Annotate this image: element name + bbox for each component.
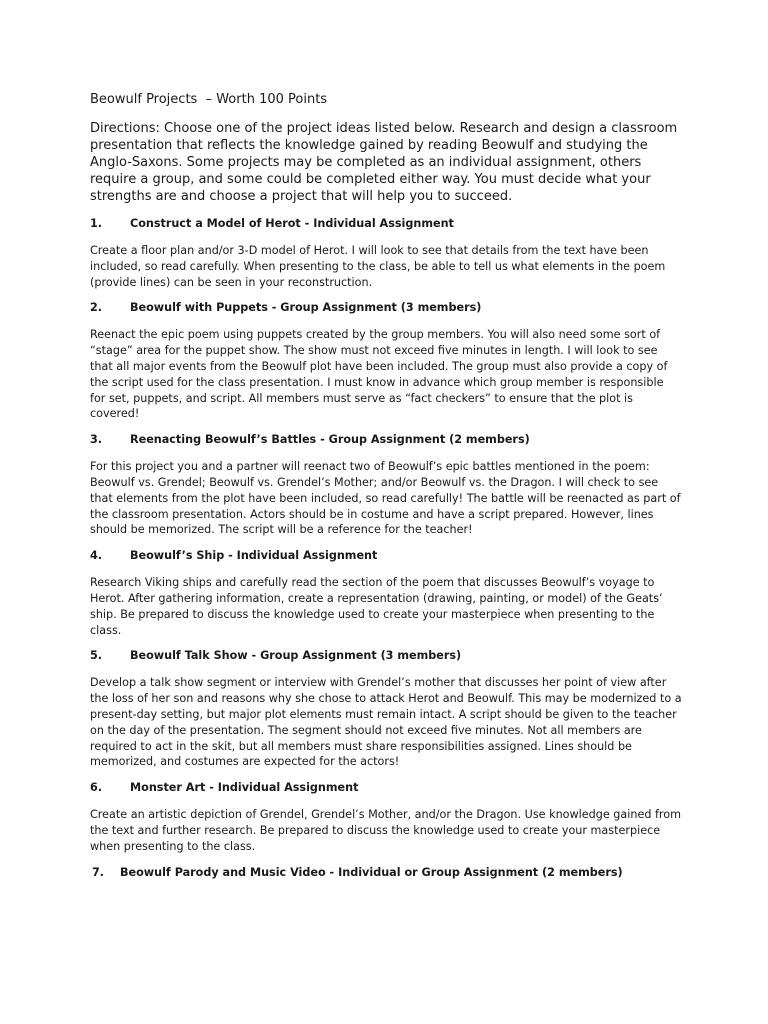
project-number: 5.: [90, 649, 103, 663]
project-title: Construct a Model of Herot - Individual Assignment: [130, 217, 454, 230]
project-heading: [90, 216, 682, 231]
project-heading: [90, 300, 682, 315]
project-title: Beowulf Parody and Music Video - Individual or Group Assignment (2 members): [120, 865, 623, 879]
project-number: 2.: [90, 301, 103, 315]
project-heading: [90, 432, 682, 447]
project-description: Develop a talk show segment or interview with Grendel’s mother that discusses her point of view after the loss of her son and reasons why she chose to attack Herot and Beowulf. This may be modernized to a present-day setting, but major plot elements must remain intact. A script should be given to the teacher on the day of the presentation. The segment should not exceed five minutes. Not all members are required to act in the skit, but all members must share responsibilities assigned. Lines should be memorized, and costumes are expected for the actors!: [90, 676, 682, 769]
project-heading: [90, 780, 682, 795]
project-number: 4.: [90, 549, 103, 563]
project-item: [90, 865, 682, 880]
project-item: [90, 432, 682, 538]
project-number: 1.: [90, 217, 103, 230]
project-title: Monster Art - Individual Assignment: [130, 781, 359, 795]
project-number: 6.: [90, 781, 103, 795]
project-description: Create an artistic depiction of Grendel, Grendel’s Mother, and/or the Dragon. Use knowledge gained from the text and further research. Be prepared to discuss the knowledge used to create your masterpiece when presenting to the class.: [90, 808, 682, 853]
directions-paragraph: Directions: Choose one of the project ideas listed below. Research and design a classroom presentation that reflects the knowledge gained by reading Beowulf and studying the Anglo-Saxons. Some projects may be completed as an individual assignment, others require a group, and some could be completed either way. You must decide what your strengths are and choose a project that will help you to succeed.: [90, 121, 678, 204]
project-heading: [90, 548, 682, 563]
project-item: [90, 216, 682, 290]
document-title: Beowulf Projects – Worth 100 Points: [90, 92, 328, 107]
project-number: 7.: [92, 865, 105, 879]
project-description: Create a floor plan and/or 3-D model of Herot. I will look to see that details from the text have been included, so read carefully. When presenting to the class, be able to tell us what elements in the poem (provide lines) can be seen in your reconstruction.: [90, 244, 666, 289]
project-description: Reenact the epic poem using puppets created by the group members. You will also need some sort of “stage” area for the puppet show. The show must not exceed five minutes in length. I will look to see that all major events from the Beowulf plot have been included. The group must also provide a copy of the script used for the class presentation. I must know in advance which group member is responsible for set, puppets, and script. All members must serve as “fact checkers” to ensure that the plot is covered!: [90, 328, 668, 421]
project-description: Research Viking ships and carefully read the section of the poem that discusses Beowulf’s voyage to Herot. After gathering information, create a representation (drawing, painting, or model) of the Geats’ ship. Be prepared to discuss the knowledge used to create your masterpiece when presenting to the class.: [90, 576, 663, 637]
project-title: Beowulf’s Ship - Individual Assignment: [130, 549, 378, 563]
project-title: Reenacting Beowulf’s Battles - Group Assignment (2 members): [130, 433, 530, 447]
project-item: [90, 780, 682, 854]
project-item: [90, 648, 682, 770]
project-item: [90, 548, 682, 638]
project-heading: [90, 865, 682, 880]
project-item: [90, 300, 682, 422]
project-number: 3.: [90, 433, 103, 447]
project-title: Beowulf with Puppets - Group Assignment (3 members): [130, 301, 482, 315]
document-page: [90, 91, 682, 892]
project-description: For this project you and a partner will reenact two of Beowulf’s epic battles mentioned in the poem: Beowulf vs. Grendel; Beowulf vs. Grendel’s Mother; and/or Beowulf vs. the Dragon. I will check to see that elements from the plot have been included, so read carefully! The battle will be reenacted as part of the classroom presentation. Actors should be in costume and have a script prepared. However, lines should be memorized. The script will be a reference for the teacher!: [90, 460, 681, 537]
project-title: Beowulf Talk Show - Group Assignment (3 members): [130, 649, 462, 663]
project-heading: [90, 648, 682, 663]
